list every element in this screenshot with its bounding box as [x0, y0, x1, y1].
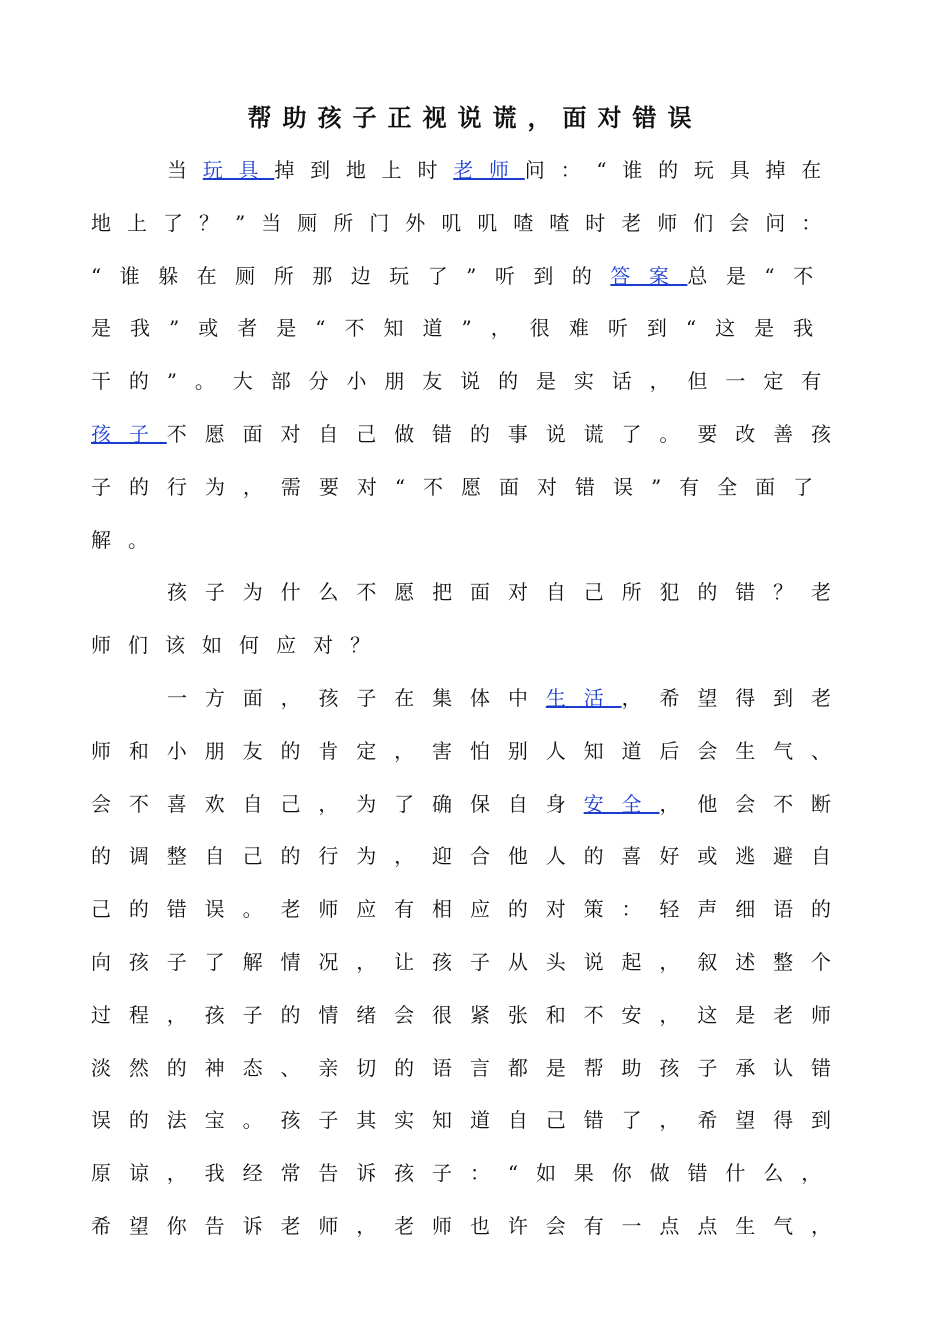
line-text: 淡然的神态、亲切的语言都是帮助孩子承认错	[91, 1055, 849, 1080]
line-text: 师和小朋友的肯定，害怕别人知道后会生气、	[91, 738, 849, 763]
line-text: 干的”。大部分小朋友说的是实话，但一定有	[91, 369, 840, 394]
keyword-link[interactable]: 生活	[545, 686, 622, 710]
text-line	[91, 947, 849, 977]
line-text: 一方面，孩子在集体中	[167, 686, 546, 710]
line-text: 解。	[91, 527, 165, 552]
line-text: 是我”或者是“不知道”，很难听到“这是我	[91, 316, 831, 341]
text-line	[91, 1000, 849, 1030]
line-text: 希望你告诉老师，老师也许会有一点点生气，	[91, 1214, 849, 1238]
line-text: 的调整自己的行为，迎合他人的喜好或逃避自	[91, 844, 849, 869]
line-text: 会不喜欢自己，为了确保自身	[91, 791, 584, 816]
line-text: 当	[167, 158, 203, 182]
text-line	[91, 313, 831, 343]
text-line	[91, 1211, 849, 1241]
keyword-link[interactable]: 老师	[453, 158, 525, 182]
text-line	[91, 419, 849, 449]
text-line	[91, 630, 831, 660]
line-text: 向孩子了解情况，让孩子从头说起，叙述整个	[91, 950, 849, 974]
line-text: 误的法宝。孩子其实知道自己错了，希望得到	[91, 1108, 849, 1133]
line-text: 子的行为，需要对“不愿面对错误”有全面了	[91, 474, 831, 499]
text-line	[91, 841, 849, 871]
line-text: 地上了？”当厕所门外叽叽喳喳时老师们会问：	[91, 210, 838, 235]
line-text: 师们该如何应对？	[91, 633, 387, 658]
line-text: 过程，孩子的情绪会很紧张和不安，这是老师	[91, 1002, 849, 1027]
line-text: 己的错误。老师应有相应的对策：轻声细语的	[91, 897, 849, 922]
keyword-link[interactable]: 玩具	[202, 158, 275, 182]
text-line	[91, 525, 831, 555]
keyword-link[interactable]: 孩子	[91, 422, 167, 446]
text-line	[167, 577, 849, 607]
text-line	[91, 1053, 849, 1083]
text-line	[91, 789, 849, 819]
line-text: “谁躲在厕所那边玩了”听到的	[91, 263, 611, 288]
text-line	[167, 683, 849, 713]
text-line	[91, 1158, 840, 1188]
line-text: 原谅，我经常告诉孩子：“如果你做错什么，	[91, 1161, 840, 1186]
text-line	[91, 261, 831, 291]
keyword-link[interactable]: 安全	[583, 791, 660, 816]
line-text: 总是“不	[687, 263, 831, 288]
document-title: 帮助孩子正视说谎，面对错误	[247, 104, 703, 132]
keyword-link[interactable]: 答案	[610, 263, 688, 288]
text-line	[91, 894, 849, 924]
line-text: 孩子为什么不愿把面对自己所犯的错？老	[167, 580, 849, 605]
text-line	[91, 736, 849, 766]
text-line	[167, 155, 838, 185]
line-text: ，希望得到老	[621, 686, 849, 710]
line-text: 不愿面对自己做错的事说谎了。要改善孩	[166, 422, 849, 446]
line-text: 掉到地上时	[274, 158, 454, 182]
text-line	[91, 472, 831, 502]
text-line	[91, 208, 838, 238]
line-text: 问：“谁的玩具掉在	[524, 158, 838, 182]
text-line	[91, 1105, 849, 1135]
line-text: ，他会不断	[659, 791, 849, 816]
text-line	[91, 366, 840, 396]
